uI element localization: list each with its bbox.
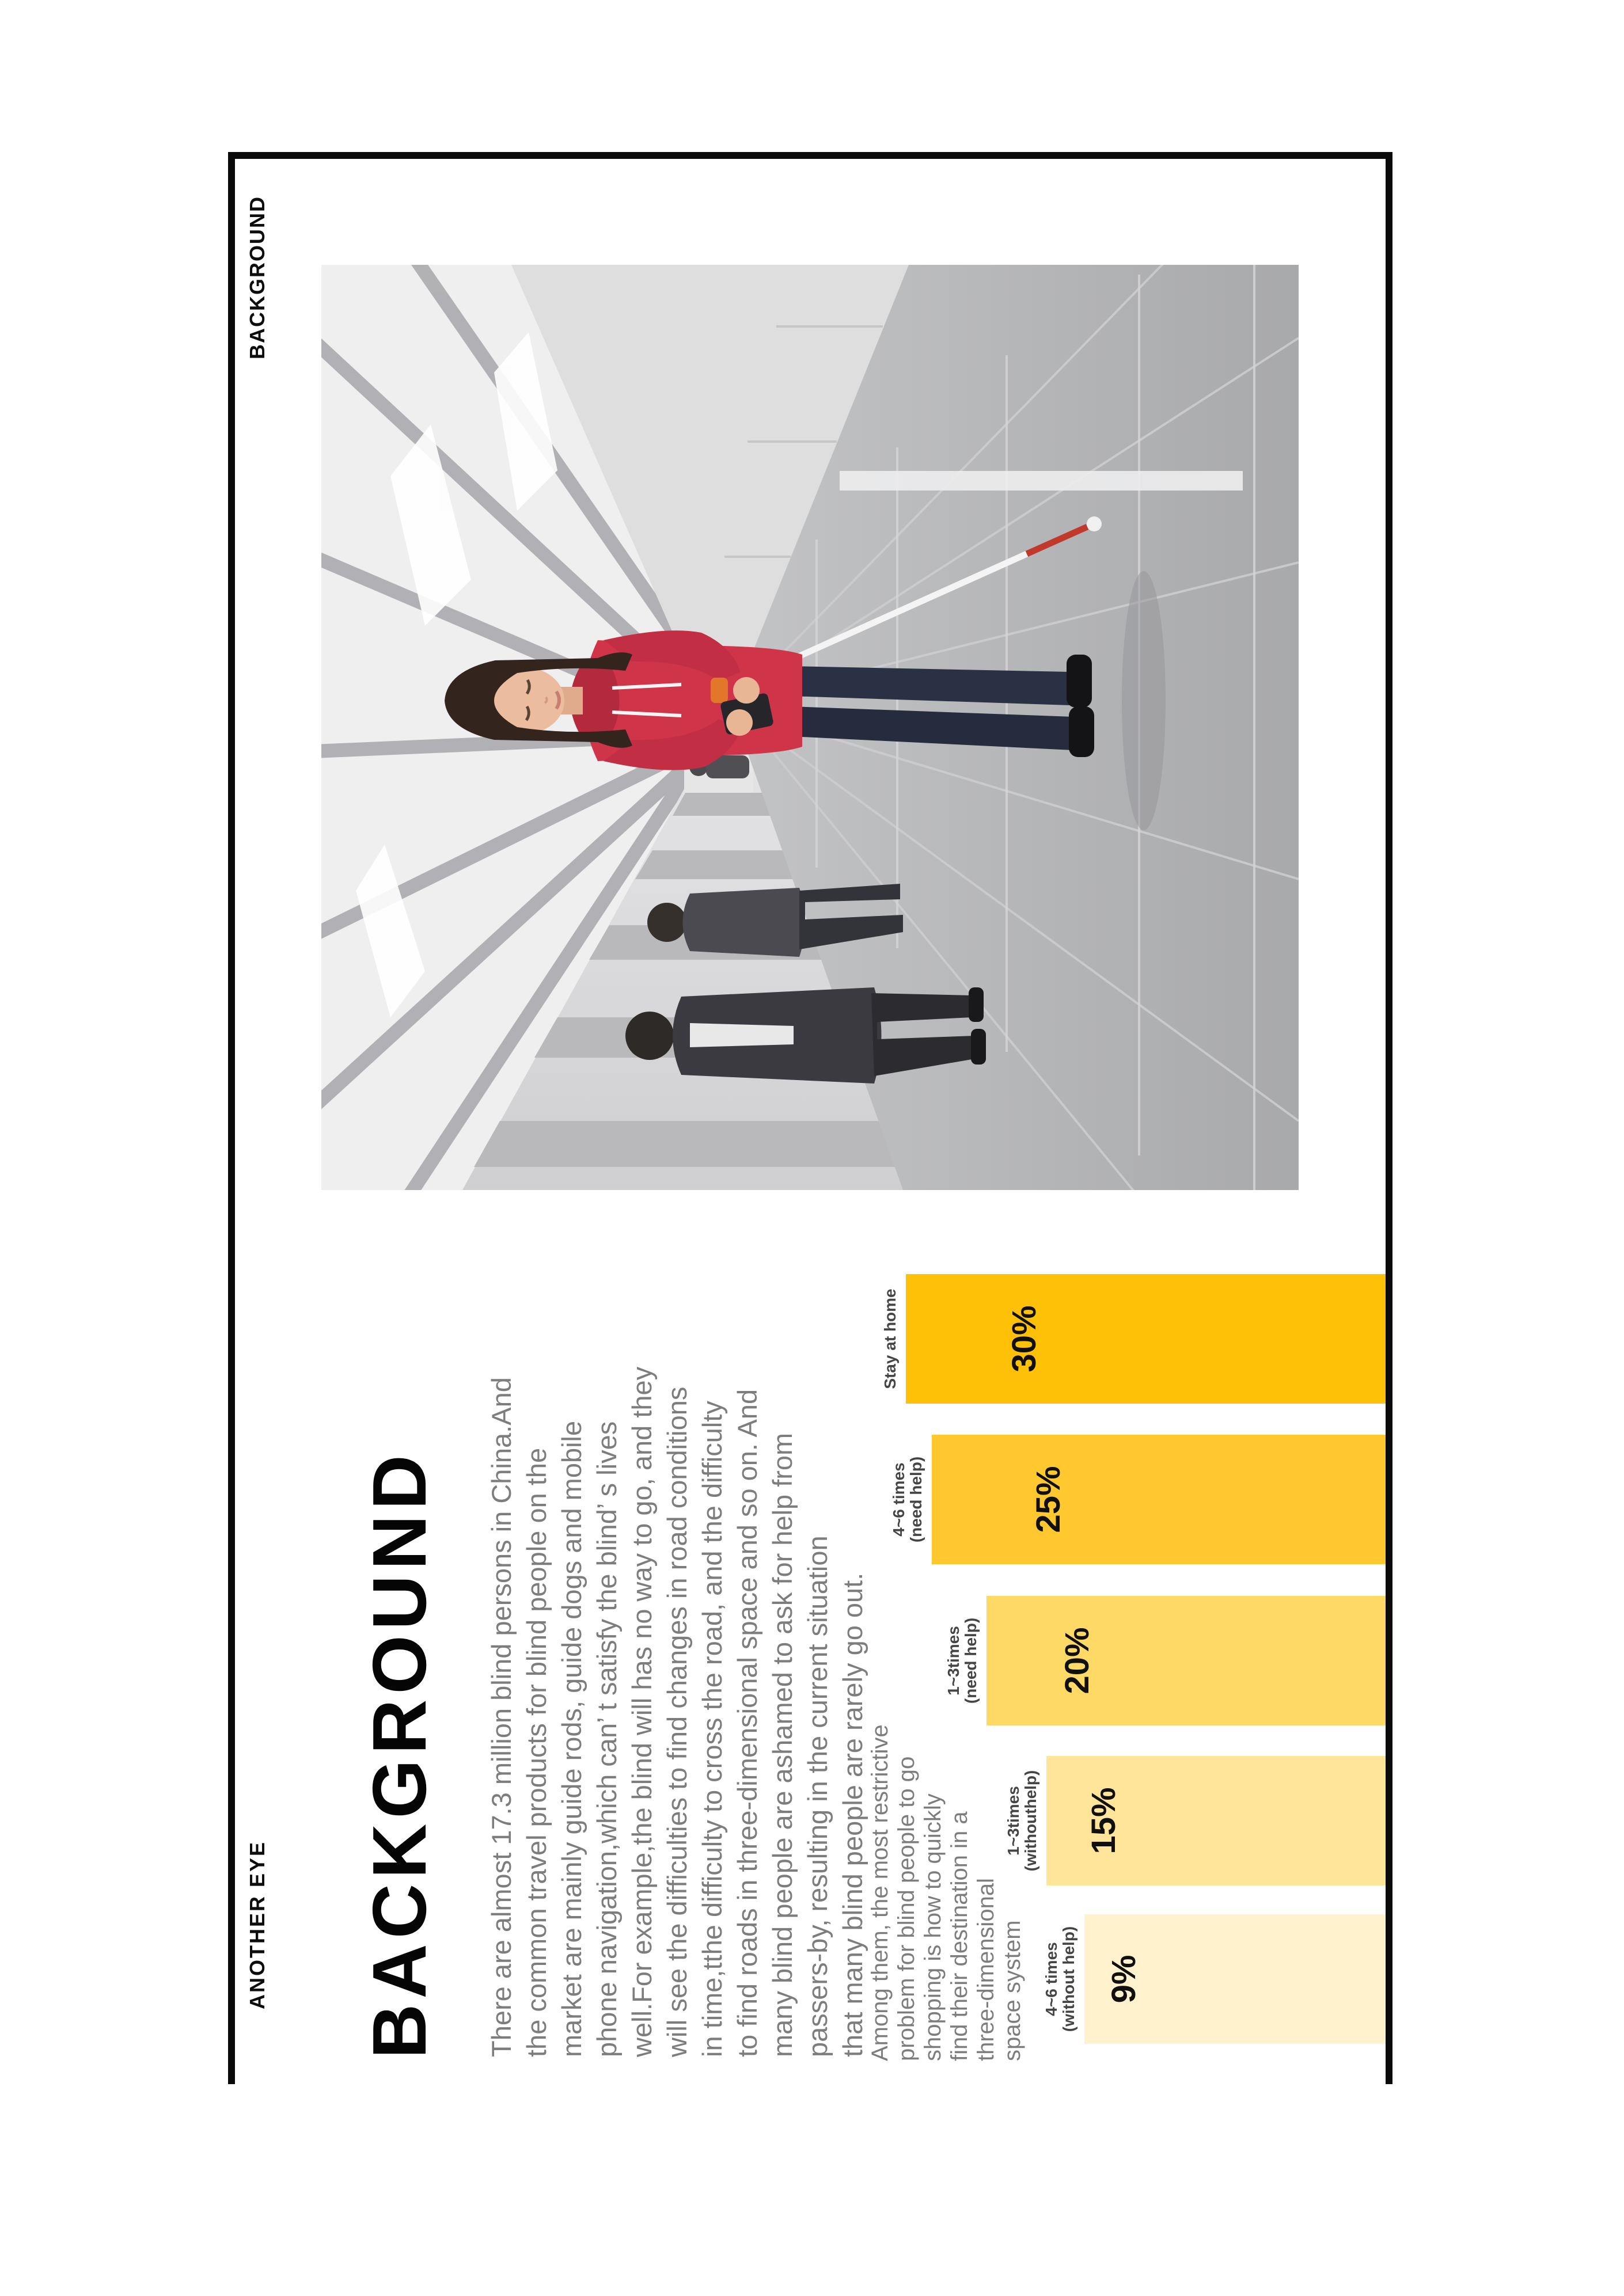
bar-value-label: 15% — [1085, 1787, 1122, 1854]
bar-15% — [1046, 1756, 1386, 1886]
bar-9% — [1084, 1914, 1386, 2044]
frame-top-line — [228, 152, 235, 2084]
body-paragraph-1: There are almost 17.3 million blind persons in China.And the common travel products for blind people on the market are mainly guide rods, guide dogs and mobile phone navigation,which can’ t satisfy the blind’ s lives well.For example,the blind will has no way to go, and they will see the difficulties to find changes in road conditions in time,tthe difficulty to cross the road, and the difficulty to find roads in three-dimensional space and so on. And many blind people are ashamed to ask for help from passers-by, resulting in the current situation that many blind people are rarely go out. — [486, 1366, 868, 2057]
page-title: BACKGROUND — [357, 1450, 442, 2059]
orange-cuff — [711, 678, 728, 703]
yellow-accent-over-frame — [443, 0, 929, 191]
bar-value-label: 9% — [1105, 1955, 1143, 2004]
yellow-accent-under-frame — [929, 0, 1039, 254]
bar-category-label: 1~3times (need help) — [944, 1617, 980, 1704]
bar-20% — [986, 1596, 1386, 1725]
woman-left-shoe — [1069, 706, 1094, 757]
section-label: BACKGROUND — [245, 196, 269, 359]
bar-category-label: 4~6 times (without help) — [1042, 1926, 1077, 2032]
woman-right-shoe — [1067, 655, 1092, 708]
bar-30% — [906, 1274, 1386, 1404]
bar-value-label: 30% — [1005, 1305, 1043, 1373]
bar-value-label: 25% — [1030, 1466, 1067, 1533]
woman-right-hand — [733, 677, 760, 704]
woman-left-hand — [726, 709, 753, 736]
frame-bottom-line — [1386, 152, 1392, 2084]
bar-category-label: 4~6 times (need help) — [890, 1456, 925, 1543]
corridor-photo — [321, 265, 1299, 1190]
bar-value-label: 20% — [1058, 1627, 1096, 1694]
body-paragraph-2: Among them, the most restrictive problem for blind people to go shopping is how to quickly find their destination in a three-dimensional space system — [867, 1724, 1025, 2061]
floor-light-streak — [840, 471, 1243, 491]
corridor-photo-svg — [321, 265, 1299, 1190]
woman-shadow — [1122, 571, 1166, 830]
bar-category-label: Stay at home — [881, 1288, 899, 1389]
bar-category-label: 1~3times (withouthelp) — [1004, 1770, 1039, 1872]
bar-25% — [932, 1435, 1386, 1564]
brand-label: ANOTHER EYE — [245, 1840, 269, 2009]
